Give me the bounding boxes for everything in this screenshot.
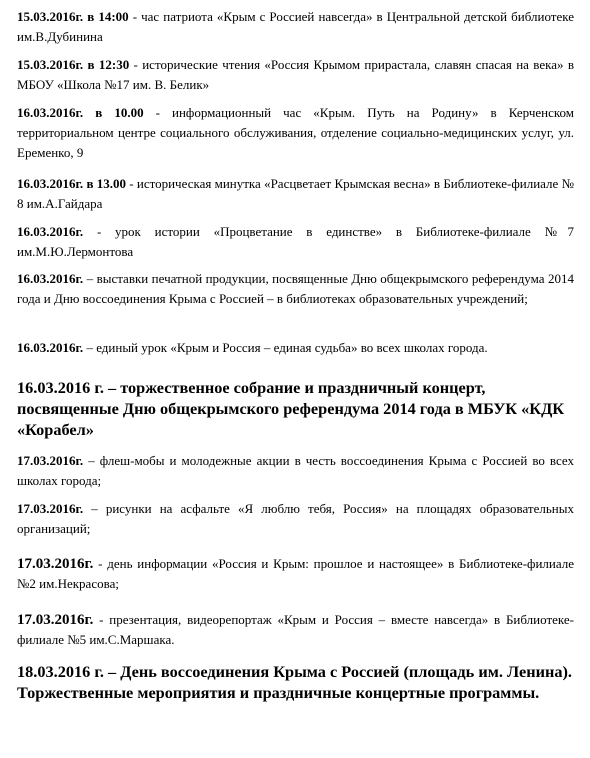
event-entry	[17, 269, 574, 309]
event-time: в 10.00	[83, 105, 144, 120]
event-date: 16.03.2016г.	[17, 176, 84, 191]
event-entry	[17, 55, 574, 95]
event-date: 15.03.2016г.	[17, 9, 84, 24]
event-date: 16.03.2016г.	[17, 105, 84, 120]
event-time: в 12:30	[83, 57, 130, 72]
event-date: 16.03.2016г.	[17, 271, 84, 286]
event-entry	[17, 554, 574, 594]
event-entry	[17, 174, 574, 214]
event-entry	[17, 451, 574, 491]
event-text: – рисунки на асфальте «Я люблю тебя, Россия» на площадях образовательных организаций;	[17, 501, 574, 536]
event-text: - презентация, видеорепортаж «Крым и Россия – вместе навсегда» в Библиотеке-филиале №5 им.С.Маршака.	[17, 612, 574, 647]
event-time: в 13.00	[83, 176, 126, 191]
event-text: - исторические чтения «Россия Крымом прирастала, славян спасая на века» в МБОУ «Школа №17 им. В. Белик»	[17, 57, 574, 92]
event-text: – единый урок «Крым и Россия – единая судьба» во всех школах города.	[83, 340, 488, 355]
event-time: в 14:00	[83, 9, 129, 24]
event-date: 16.03.2016г.	[17, 224, 84, 239]
event-date: 16.03.2016г.	[17, 340, 84, 355]
event-text: - урок истории «Процветание в единстве» в Библиотеке-филиале №7 им.М.Ю.Лермонтова	[17, 224, 574, 259]
event-date: 15.03.2016г.	[17, 57, 84, 72]
section-heading: 18.03.2016 г. – День воссоединения Крыма с Россией (площадь им. Ленина). Торжественные мероприятия и праздничные концертные программы.	[17, 662, 572, 703]
event-text: – флеш-мобы и молодежные акции в честь воссоединения Крыма с Россией во всех школах города;	[17, 453, 574, 488]
event-entry	[17, 610, 574, 650]
section-heading: 16.03.2016 г. – торжественное собрание и праздничный концерт, посвященные Дню общекрымского референдума 2014 года в МБУК «КДК «Корабел»	[17, 378, 565, 440]
event-entry	[17, 499, 574, 539]
event-date: 17.03.2016г.	[17, 501, 84, 516]
event-entry	[17, 103, 574, 163]
event-text: - историческая минутка «Расцветает Крымская весна» в Библиотеке-филиале № 8 им.А.Гайдара	[17, 176, 574, 211]
event-entry	[17, 7, 574, 47]
event-date: 17.03.2016г.	[17, 556, 94, 572]
event-text: - день информации «Россия и Крым: прошлое и настоящее» в Библиотеке-филиале №2 им.Некрасова;	[17, 556, 574, 591]
event-text: - информационный час «Крым. Путь на Родину» в Керченском территориальном центре социального обслуживания, отделение социально-медицинских услуг, ул. Еременко, 9	[17, 105, 574, 160]
event-entry	[17, 222, 574, 262]
event-entry	[17, 338, 574, 358]
event-date: 17.03.2016г.	[17, 612, 94, 628]
event-text: - час патриота «Крым с Россией навсегда» в Центральной детской библиотеке им.В.Дубинина	[17, 9, 574, 44]
event-date: 17.03.2016г.	[17, 453, 84, 468]
event-text: – выставки печатной продукции, посвященные Дню общекрымского референдума 2014 года и Дню воссоединения Крыма с Россией – в библиотеках образовательных учреждений;	[17, 271, 574, 306]
